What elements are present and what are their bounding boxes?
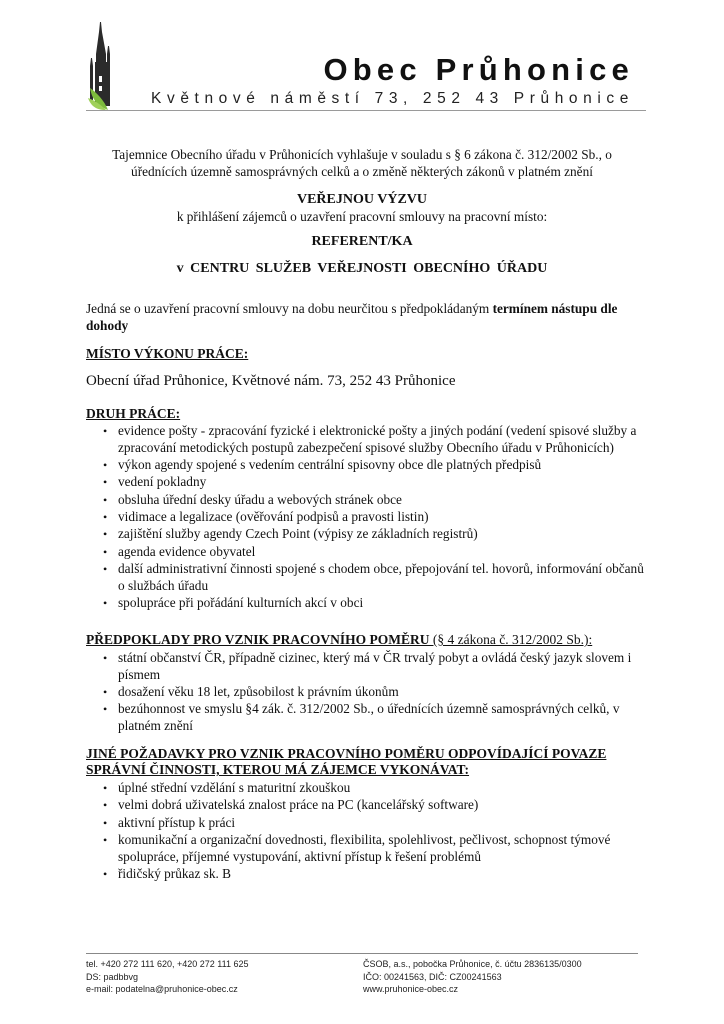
list-item: • obsluha úřední desky úřadu a webových stránek obce: [103, 491, 402, 507]
list-item: • výkon agendy spojené s vedením centrální spisovny obce dle platných předpisů: [103, 457, 542, 473]
workplace-heading: MÍSTO VÝKONU PRÁCE:: [86, 346, 249, 361]
tower-spire: [96, 22, 106, 62]
prerequisites-list: [86, 650, 646, 735]
tower-side-spire: [107, 46, 110, 106]
bullet-icon: •: [103, 527, 108, 542]
tower-window: [99, 76, 102, 82]
other-requirements-heading: JINÉ POŽADAVKY PRO VZNIK PRACOVNÍHO POMĚRU ODPOVÍDAJÍCÍ POVAZE SPRÁVNÍ ČINNOSTI, KTEROU MÁ ZÁJEMCE VYKONÁVAT:: [86, 746, 607, 777]
bullet-icon: •: [103, 475, 108, 490]
footer-data-box: DS: padbbvg: [86, 971, 139, 982]
bullet-icon: •: [103, 798, 108, 813]
municipality-logo-icon: [86, 18, 122, 110]
intro-paragraph: Tajemnice Obecního úřadu v Průhonicích vyhlašuje v souladu s § 6 zákona č. 312/2002 Sb., o úřednících územně samosprávných celků a o změně některých zákonů v platném znění: [112, 147, 612, 179]
contract-paragraph: [86, 300, 646, 334]
footer-bank-info: [363, 958, 582, 996]
footer-phone: tel. +420 272 111 620, +420 272 111 625: [86, 959, 249, 969]
bullet-icon: •: [103, 651, 108, 665]
workplace-value: Obecní úřad Průhonice, Květnové nám. 73, 252 43 Průhonice: [86, 373, 456, 389]
bullet-icon: •: [103, 458, 108, 473]
footer-divider: [86, 953, 638, 954]
prerequisites-law-note: (§ 4 zákona č. 312/2002 Sb.):: [429, 632, 593, 647]
bullet-icon: •: [103, 509, 108, 524]
bullet-icon: •: [103, 815, 108, 830]
bullet-icon: •: [103, 544, 108, 559]
list-item: • dosažení věku 18 let, způsobilost k právním úkonům: [103, 684, 399, 700]
bullet-icon: •: [103, 595, 108, 610]
position-title: REFERENT/KA: [311, 234, 413, 249]
municipality-address: Květnové náměstí 73, 252 43 Průhonice: [151, 90, 634, 107]
footer-contact: [86, 958, 248, 996]
footer-website[interactable]: www.pruhonice-obec.cz: [363, 984, 459, 995]
bullet-icon: •: [103, 424, 108, 438]
tower-window: [99, 86, 102, 91]
bullet-icon: •: [103, 492, 108, 507]
footer-bank-account: ČSOB, a.s., pobočka Průhonice, č. účtu 2836135/0300: [363, 959, 582, 969]
bullet-icon: •: [103, 561, 108, 576]
other-requirements-list: [86, 780, 646, 883]
list-item: • zajištění služby agendy Czech Point (výpisy ze základních registrů): [103, 526, 478, 542]
bullet-icon: •: [103, 866, 108, 881]
list-item: • úplné střední vzdělání s maturitní zkouškou: [103, 780, 351, 795]
list-item: • aktivní přístup k práci: [103, 814, 236, 830]
list-item: • státní občanství ČR, případně cizinec, který má v ČR trvalý pobyt a ovládá český jazyk slovem i písmem: [103, 650, 632, 682]
list-item: • vedení pokladny: [103, 474, 207, 490]
bullet-icon: •: [103, 685, 108, 700]
department-title: v CENTRU SLUŽEB VEŘEJNOSTI OBECNÍHO ÚŘADU: [176, 261, 548, 276]
callout-subtitle: k přihlášení zájemců o uzavření pracovní smlouvy na pracovní místo:: [176, 209, 548, 224]
work-type-list: [86, 423, 646, 612]
list-item: • komunikační a organizační dovednosti, flexibilita, spolehlivost, pečlivost, schopnost týmové spolupráce, příjemné vystupování, aktivní přístup k řešení problémů: [103, 831, 611, 864]
list-item: • vidimace a legalizace (ověřování podpisů a pravosti listin): [103, 508, 429, 524]
municipality-title: Obec Průhonice: [323, 52, 634, 87]
list-item: • spolupráce při pořádání kulturních akcí v obci: [103, 594, 364, 610]
footer-email[interactable]: e-mail: podatelna@pruhonice-obec.cz: [86, 984, 238, 995]
list-item: • velmi dobrá uživatelská znalost práce na PC (kancelářský software): [103, 797, 479, 813]
footer-tax-ids: IČO: 00241563, DIČ: CZ00241563: [363, 971, 502, 982]
bullet-icon: •: [103, 832, 108, 847]
bullet-icon: •: [103, 781, 108, 795]
contract-start-term: termínem nástupu dle dohody: [86, 301, 618, 333]
callout-title: VEŘEJNOU VÝZVU: [296, 192, 428, 207]
contract-text: Jedná se o uzavření pracovní smlouvy na dobu neurčitou s předpokládaným: [86, 301, 493, 316]
header-divider: [86, 110, 646, 111]
prerequisites-heading: PŘEDPOKLADY PRO VZNIK PRACOVNÍHO POMĚRU (§ 4 zákona č. 312/2002 Sb.):: [86, 632, 593, 647]
list-item: • další administrativní činnosti spojené s chodem obce, přepojování tel. hovorů, informování občanů o službách úřadu: [103, 560, 644, 593]
work-type-heading: DRUH PRÁCE:: [86, 406, 181, 421]
list-item: • evidence pošty - zpracování fyzické i elektronické pošty a jiných podání (vedení spisové služby a zpracování metodických postupů zabezpečení spisové služby Obecního úřadu v Průhonicích): [103, 423, 637, 455]
list-item: • bezúhonnost ve smyslu §4 zák. č. 312/2002 Sb., o úřednících územně samosprávných celků, v platném znění: [103, 701, 620, 734]
list-item: • řidičský průkaz sk. B: [103, 865, 232, 881]
bullet-icon: •: [103, 702, 108, 717]
list-item: • agenda evidence obyvatel: [103, 543, 256, 559]
